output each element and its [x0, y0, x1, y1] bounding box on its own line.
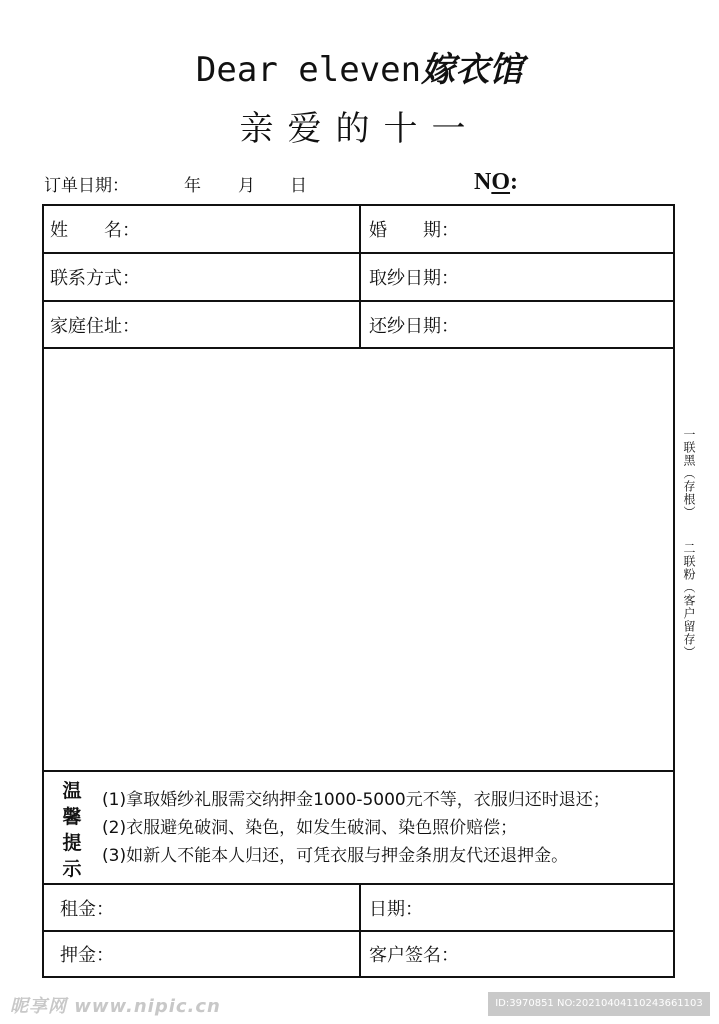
form-row-name: [44, 206, 673, 254]
rent-field[interactable]: 租金：: [44, 885, 361, 930]
name-field[interactable]: 姓 名：: [44, 206, 361, 252]
tag-char: 温: [62, 780, 82, 802]
title-en-text: Dear eleven: [195, 50, 422, 90]
note-line: (3)如新人不能本人归还，可凭衣服与押金条朋友代还退押金。: [102, 846, 569, 866]
note-line: (1)拿取婚纱礼服需交纳押金1000-5000元不等，衣服归还时退还；: [102, 790, 610, 810]
form-row-deposit: [44, 932, 673, 976]
form-row-contact: [44, 254, 673, 302]
copy1-label: 一联黑（存根）: [682, 428, 696, 519]
no-o: O: [491, 169, 511, 195]
notes-tag: [58, 778, 86, 882]
notes-box: [44, 772, 673, 883]
note-line: (2)衣服避免破洞、染色，如发生破洞、染色照价赔偿；: [102, 818, 518, 838]
month-label: 月: [238, 176, 255, 196]
wedding-date-field[interactable]: 婚 期：: [369, 220, 459, 241]
copy2-label: 二联粉（客户留存）: [682, 542, 696, 659]
tag-char: 提: [62, 832, 82, 854]
address-field[interactable]: 家庭住址：: [44, 302, 361, 347]
order-number-label: [474, 168, 518, 196]
order-form: [42, 204, 675, 978]
details-blank-area[interactable]: [44, 349, 673, 772]
form-row-rent: [44, 885, 673, 932]
shop-title-chinese: 亲爱的十一: [239, 109, 480, 149]
watermark-id: ID:3970851 NO:20210404110243661103: [488, 992, 710, 1016]
watermark-logo: 昵享网 www.nipic.cn: [10, 996, 221, 1017]
day-label: 日: [290, 176, 307, 196]
shop-title-english: [0, 48, 719, 92]
tag-char: 示: [62, 858, 82, 880]
form-row-address: [44, 302, 673, 349]
title-en-cn-text: 嫁衣馆: [421, 50, 524, 90]
pickup-date-field[interactable]: 取纱日期：: [369, 268, 459, 289]
notes-lines: [102, 786, 610, 870]
notes-section: [44, 772, 673, 885]
date-field[interactable]: 日期：: [369, 898, 423, 920]
return-date-field[interactable]: 还纱日期：: [369, 315, 459, 337]
no-n: N: [474, 169, 492, 195]
deposit-field[interactable]: 押金：: [44, 932, 361, 976]
order-date-label: 订单日期：: [44, 176, 129, 196]
order-meta-row: [44, 169, 684, 200]
no-colon: :: [510, 169, 519, 195]
year-label: 年: [184, 176, 201, 196]
customer-signature-field[interactable]: 客户签名：: [369, 945, 459, 966]
tag-char: 馨: [62, 806, 82, 828]
contact-field[interactable]: 联系方式：: [44, 254, 361, 300]
